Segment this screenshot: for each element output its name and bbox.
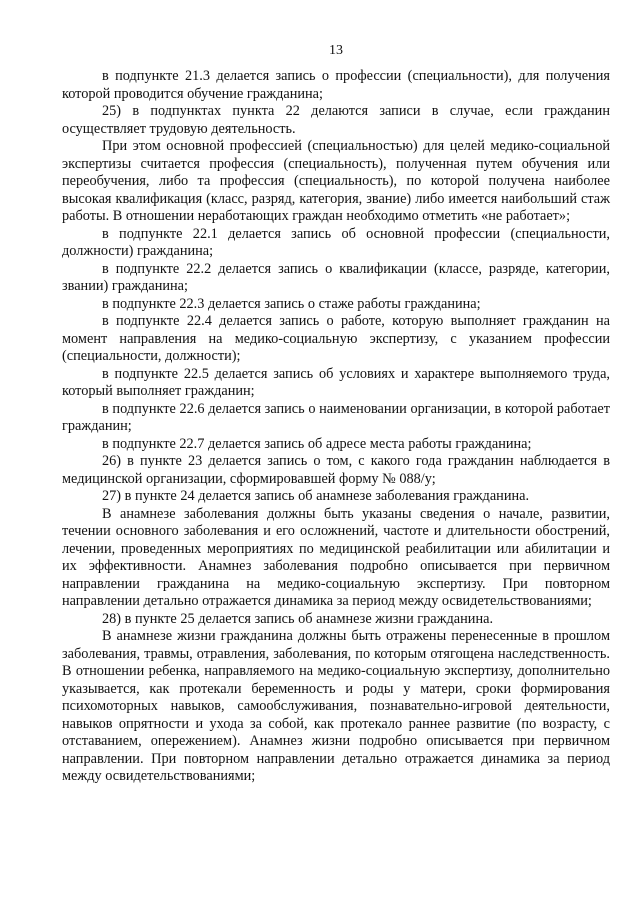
paragraph-21-3: в подпункте 21.3 делается запись о профессии (специальности), для получения которой проводится обучение гражданина; xyxy=(62,68,610,102)
paragraph-item-25: 25) в подпунктах пункта 22 делаются записи в случае, если гражданин осуществляет трудовую деятельность. xyxy=(62,103,610,137)
paragraph-22-7: в подпункте 22.7 делается запись об адресе места работы гражданина; xyxy=(102,435,532,452)
paragraph-22-5: в подпункте 22.5 делается запись об условиях и характере выполняемого труда, который выполняет гражданин; xyxy=(62,365,610,399)
paragraph-22-3: в подпункте 22.3 делается запись о стаже работы гражданина; xyxy=(102,295,481,312)
paragraph-22-4: в подпункте 22.4 делается запись о работе, которую выполняет гражданин на момент направления на медико-социальную экспертизу, с указанием профессии (специальности, должности); xyxy=(62,313,610,364)
paragraph-disease-anamnesis: В анамнезе заболевания должны быть указаны сведения о начале, развитии, течении основного заболевания и его осложнений, частоте и длительности обострений, лечении, проведенных мероприятиях по медицинской реабилитации или абилитации и их эффективности. Анамнез заболевания подробно описывается при первичном направлении гражданина на медико-социальную экспертизу. При повторном направлении детально отражается динамика за период между освидетельствованиями; xyxy=(62,505,610,609)
paragraph-item-26: 26) в пункте 23 делается запись о том, с какого года гражданин наблюдается в медицинской организации, сформировавшей форму № 088/у; xyxy=(62,453,610,487)
paragraph-main-profession: При этом основной профессией (специальностью) для целей медико-социальной экспертизы считается профессия (специальность), полученная путем обучения или переобучения, либо та профессия (специальность), по которой получена наиболее высокая квалификация (класс, разряд, категория, звание) либо имеется наибольший стаж работы. В отношении неработающих граждан необходимо отметить «не работает»; xyxy=(62,138,610,224)
paragraph-life-anamnesis: В анамнезе жизни гражданина должны быть отражены перенесенные в прошлом заболевания, травмы, отравления, заболевания, по которым отягощена наследственность. В отношении ребенка, направляемого на медико-социальную экспертизу, дополнительно указывается, как протекали беременность и роды у матери, сроки формирования психомоторных навыков, самообслуживания, познавательно-игровой деятельности, навыков опрятности и ухода за собой, как протекало раннее развитие (по возрасту, с отставанием, опережением). Анамнез жизни подробно описывается при первичном направлении. При повторном направлении детально отражается динамика за период между освидетельствованиями; xyxy=(62,628,610,784)
paragraph-item-27: 27) в пункте 24 делается запись об анамнезе заболевания гражданина. xyxy=(102,488,530,504)
page-number: 13 xyxy=(329,43,343,58)
paragraph-22-2: в подпункте 22.2 делается запись о квалификации (классе, разряде, категории, звании) гражданина; xyxy=(62,260,610,294)
paragraph-22-1: в подпункте 22.1 делается запись об основной профессии (специальности, должности) гражданина; xyxy=(62,225,610,259)
paragraph-22-6: в подпункте 22.6 делается запись о наименовании организации, в которой работает гражданин; xyxy=(62,400,610,434)
paragraph-item-28: 28) в пункте 25 делается запись об анамнезе жизни гражданина. xyxy=(102,610,494,627)
